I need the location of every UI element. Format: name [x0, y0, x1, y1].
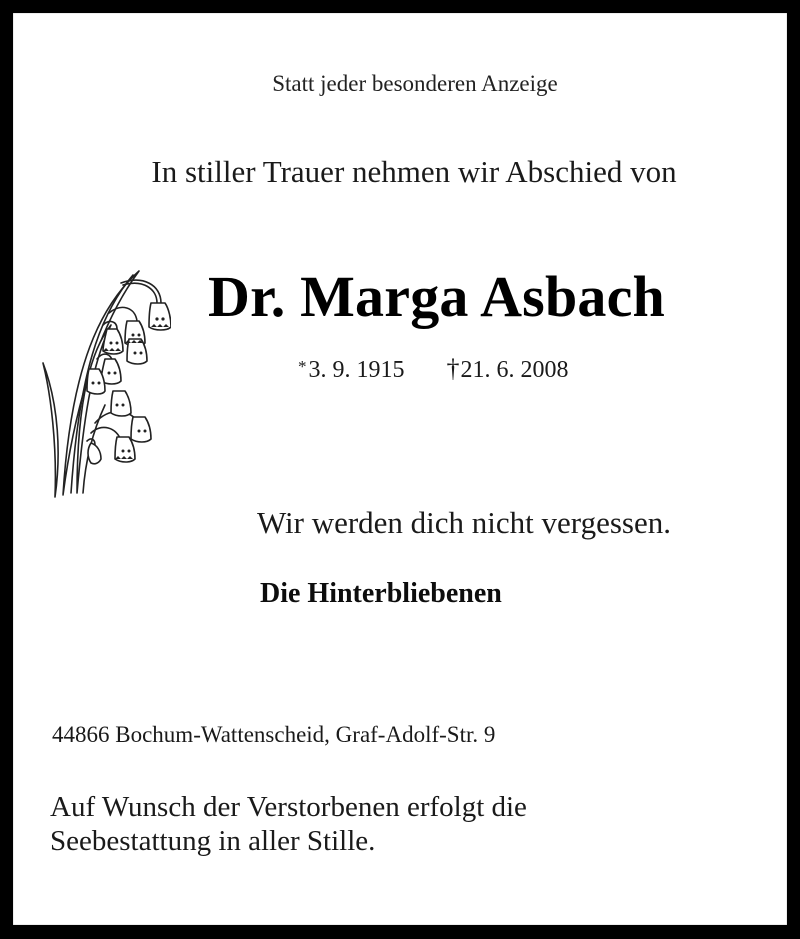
birth-symbol: *	[298, 357, 307, 376]
signature: Die Hinterbliebenen	[260, 578, 502, 609]
death-date: 21. 6. 2008	[460, 357, 569, 383]
deceased-name: Dr. Marga Asbach	[208, 264, 666, 329]
footer-line: Auf Wunsch der Verstorbenen erfolgt die	[50, 791, 527, 823]
motto: Wir werden dich nicht vergessen.	[257, 505, 671, 540]
birth-date: 3. 9. 1915	[308, 357, 405, 383]
cross-icon: †	[446, 354, 460, 383]
life-dates	[298, 356, 569, 382]
address: 44866 Bochum-Wattenscheid, Graf-Adolf-Str. 9	[52, 722, 496, 747]
footer-note	[50, 790, 690, 858]
death-group	[446, 354, 569, 383]
header-note: Statt jeder besonderen Anzeige	[272, 71, 558, 96]
lily-of-the-valley-icon	[21, 255, 171, 505]
footer-line: Seebestattung in aller Stille.	[50, 825, 376, 857]
intro-text: In stiller Trauer nehmen wir Abschied von	[151, 154, 677, 189]
obituary-notice	[13, 13, 787, 925]
